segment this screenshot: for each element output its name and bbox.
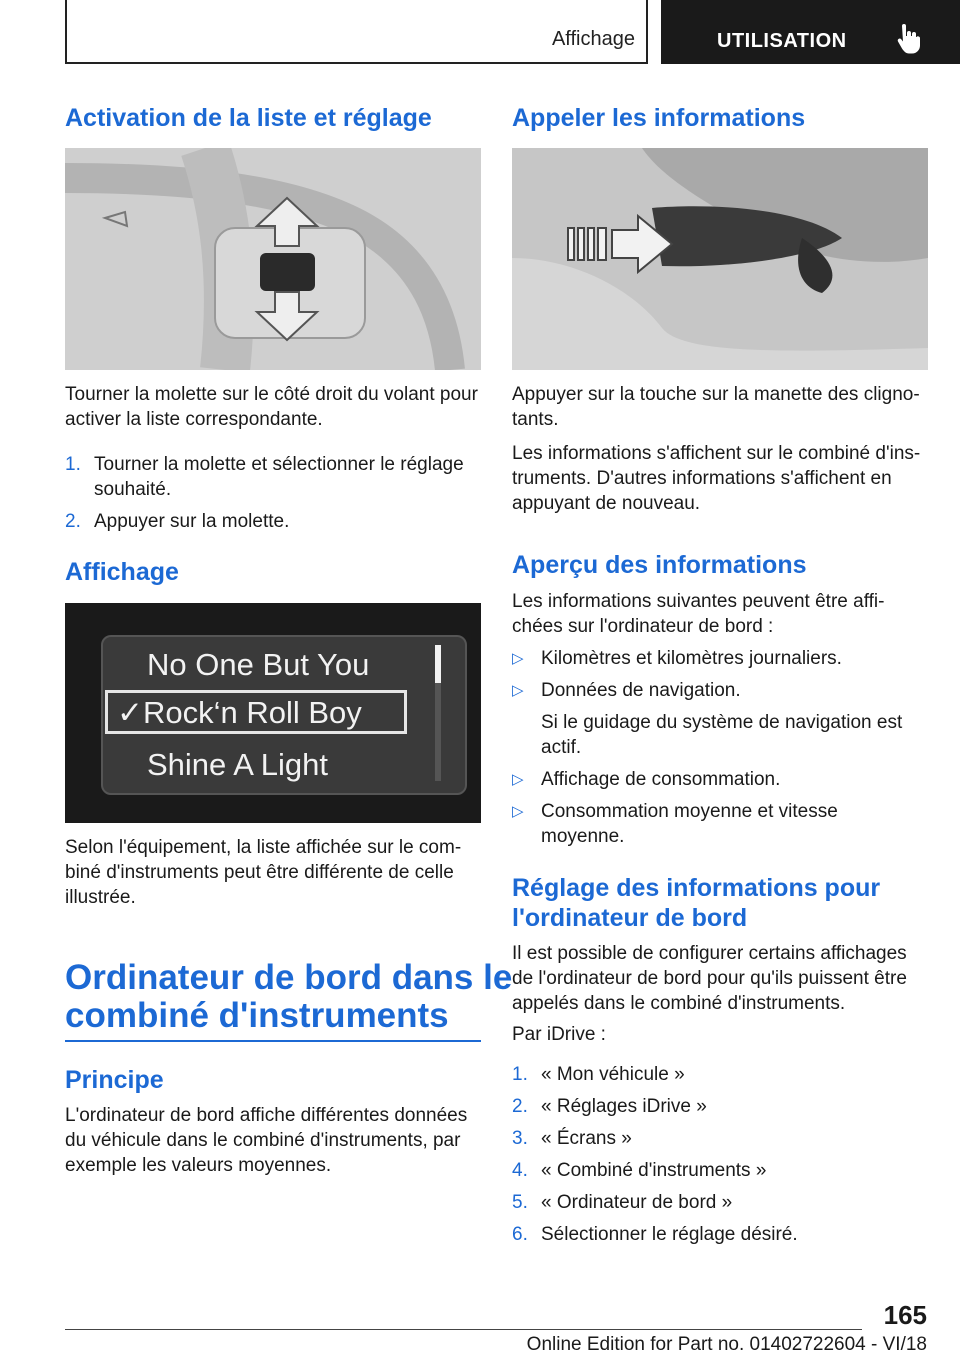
right-step-number: 4. bbox=[512, 1160, 528, 1181]
left-step-text: Appuyer sur la molette. bbox=[94, 511, 290, 532]
page-number: 165 bbox=[883, 1300, 927, 1330]
right-step-number: 2. bbox=[512, 1096, 528, 1117]
paragraph-suivantes: Les informations suivantes peuvent être affichées sur l'ordinateur de bord : bbox=[512, 591, 885, 637]
left-step-text: souhaité. bbox=[94, 479, 172, 500]
turn-signal-stalk-image bbox=[512, 148, 928, 370]
right-step-text: « Écrans » bbox=[541, 1128, 632, 1149]
bullet-subtext: actif. bbox=[541, 737, 582, 758]
footer-edition: Online Edition for Part no. 01402722604 - VI/18 bbox=[526, 1334, 927, 1355]
heading-activation: Activation de la liste et réglage bbox=[65, 104, 432, 132]
right-step-number: 6. bbox=[512, 1224, 528, 1245]
heading-apercu: Aperçu des informations bbox=[512, 551, 807, 579]
hand-pointer-icon bbox=[897, 24, 921, 54]
paragraph-tourner: Tourner la molette sur le côté droit du volant pour activer la liste correspondante. bbox=[65, 384, 478, 430]
right-step-text: « Ordinateur de bord » bbox=[541, 1192, 733, 1213]
right-step-text: « Réglages iDrive » bbox=[541, 1096, 707, 1117]
display-list-item: Shine A Light bbox=[147, 747, 328, 782]
right-step-text: « Combiné d'instruments » bbox=[541, 1160, 767, 1181]
bullet-text: Données de navigation. bbox=[541, 680, 741, 701]
heading-appeler: Appeler les informations bbox=[512, 104, 806, 132]
right-step-number: 1. bbox=[512, 1064, 528, 1085]
bullet-text: Consommation moyenne et vitesse bbox=[541, 801, 838, 822]
heading-underline bbox=[65, 1040, 481, 1042]
display-image bbox=[65, 603, 481, 823]
paragraph-selon: Selon l'équipement, la liste affichée sur le combiné d'instruments peut être différente de celle illustrée. bbox=[65, 837, 462, 908]
left-step-text: Tourner la molette et sélectionner le réglage bbox=[94, 454, 464, 475]
bullet-triangle-icon: ▷ bbox=[512, 803, 524, 820]
bullet-text: moyenne. bbox=[541, 826, 625, 847]
header-chapter-tab[interactable] bbox=[661, 0, 960, 64]
left-step-number: 2. bbox=[65, 511, 81, 532]
paragraph-principe: L'ordinateur de bord affiche différentes données du véhicule dans le combiné d'instruments, par exemple les valeurs moyennes. bbox=[65, 1105, 468, 1176]
heading-ordinateur-line1: Ordinateur de bord dans le bbox=[65, 958, 513, 997]
display-list-item: No One But You bbox=[147, 647, 370, 682]
bullet-triangle-icon: ▷ bbox=[512, 650, 524, 667]
header-chapter-label: UTILISATION bbox=[717, 30, 847, 52]
bullet-text: Affichage de consommation. bbox=[541, 769, 781, 790]
heading-reglage-line1: Réglage des informations pour bbox=[512, 874, 881, 902]
right-step-number: 3. bbox=[512, 1128, 528, 1149]
right-step-number: 5. bbox=[512, 1192, 528, 1213]
bullet-text: Kilomètres et kilomètres journaliers. bbox=[541, 648, 842, 669]
header-section-title: Affichage bbox=[551, 28, 635, 50]
bullet-triangle-icon: ▷ bbox=[512, 771, 524, 788]
bullet-subtext: Si le guidage du système de navigation est bbox=[541, 712, 903, 733]
paragraph-infos: Les informations s'affichent sur le combiné d'instruments. D'autres informations s'affichent en appuyant de nouveau. bbox=[512, 443, 921, 514]
footer-rule bbox=[65, 1329, 862, 1330]
heading-reglage-line2: l'ordinateur de bord bbox=[512, 904, 748, 932]
bullet-triangle-icon: ▷ bbox=[512, 682, 524, 699]
heading-ordinateur-line2: combiné d'instruments bbox=[65, 996, 449, 1035]
paragraph-config: Il est possible de configurer certains affichages de l'ordinateur de bord pour qu'ils puissent être appelés dans le combiné d'instruments. bbox=[512, 943, 907, 1014]
right-step-text: Sélectionner le réglage désiré. bbox=[541, 1224, 798, 1245]
steering-wheel-image bbox=[65, 148, 481, 370]
display-scrollbar-thumb bbox=[435, 645, 441, 683]
heading-affichage: Affichage bbox=[65, 558, 179, 586]
heading-principe: Principe bbox=[65, 1066, 164, 1094]
paragraph-idrive: Par iDrive : bbox=[512, 1024, 606, 1045]
display-list-item-selected: ✓Rock‘n Roll Boy bbox=[117, 695, 362, 730]
left-step-number: 1. bbox=[65, 454, 81, 475]
paragraph-appuyer: Appuyer sur la touche sur la manette des clignotants. bbox=[512, 384, 920, 430]
right-step-text: « Mon véhicule » bbox=[541, 1064, 685, 1085]
